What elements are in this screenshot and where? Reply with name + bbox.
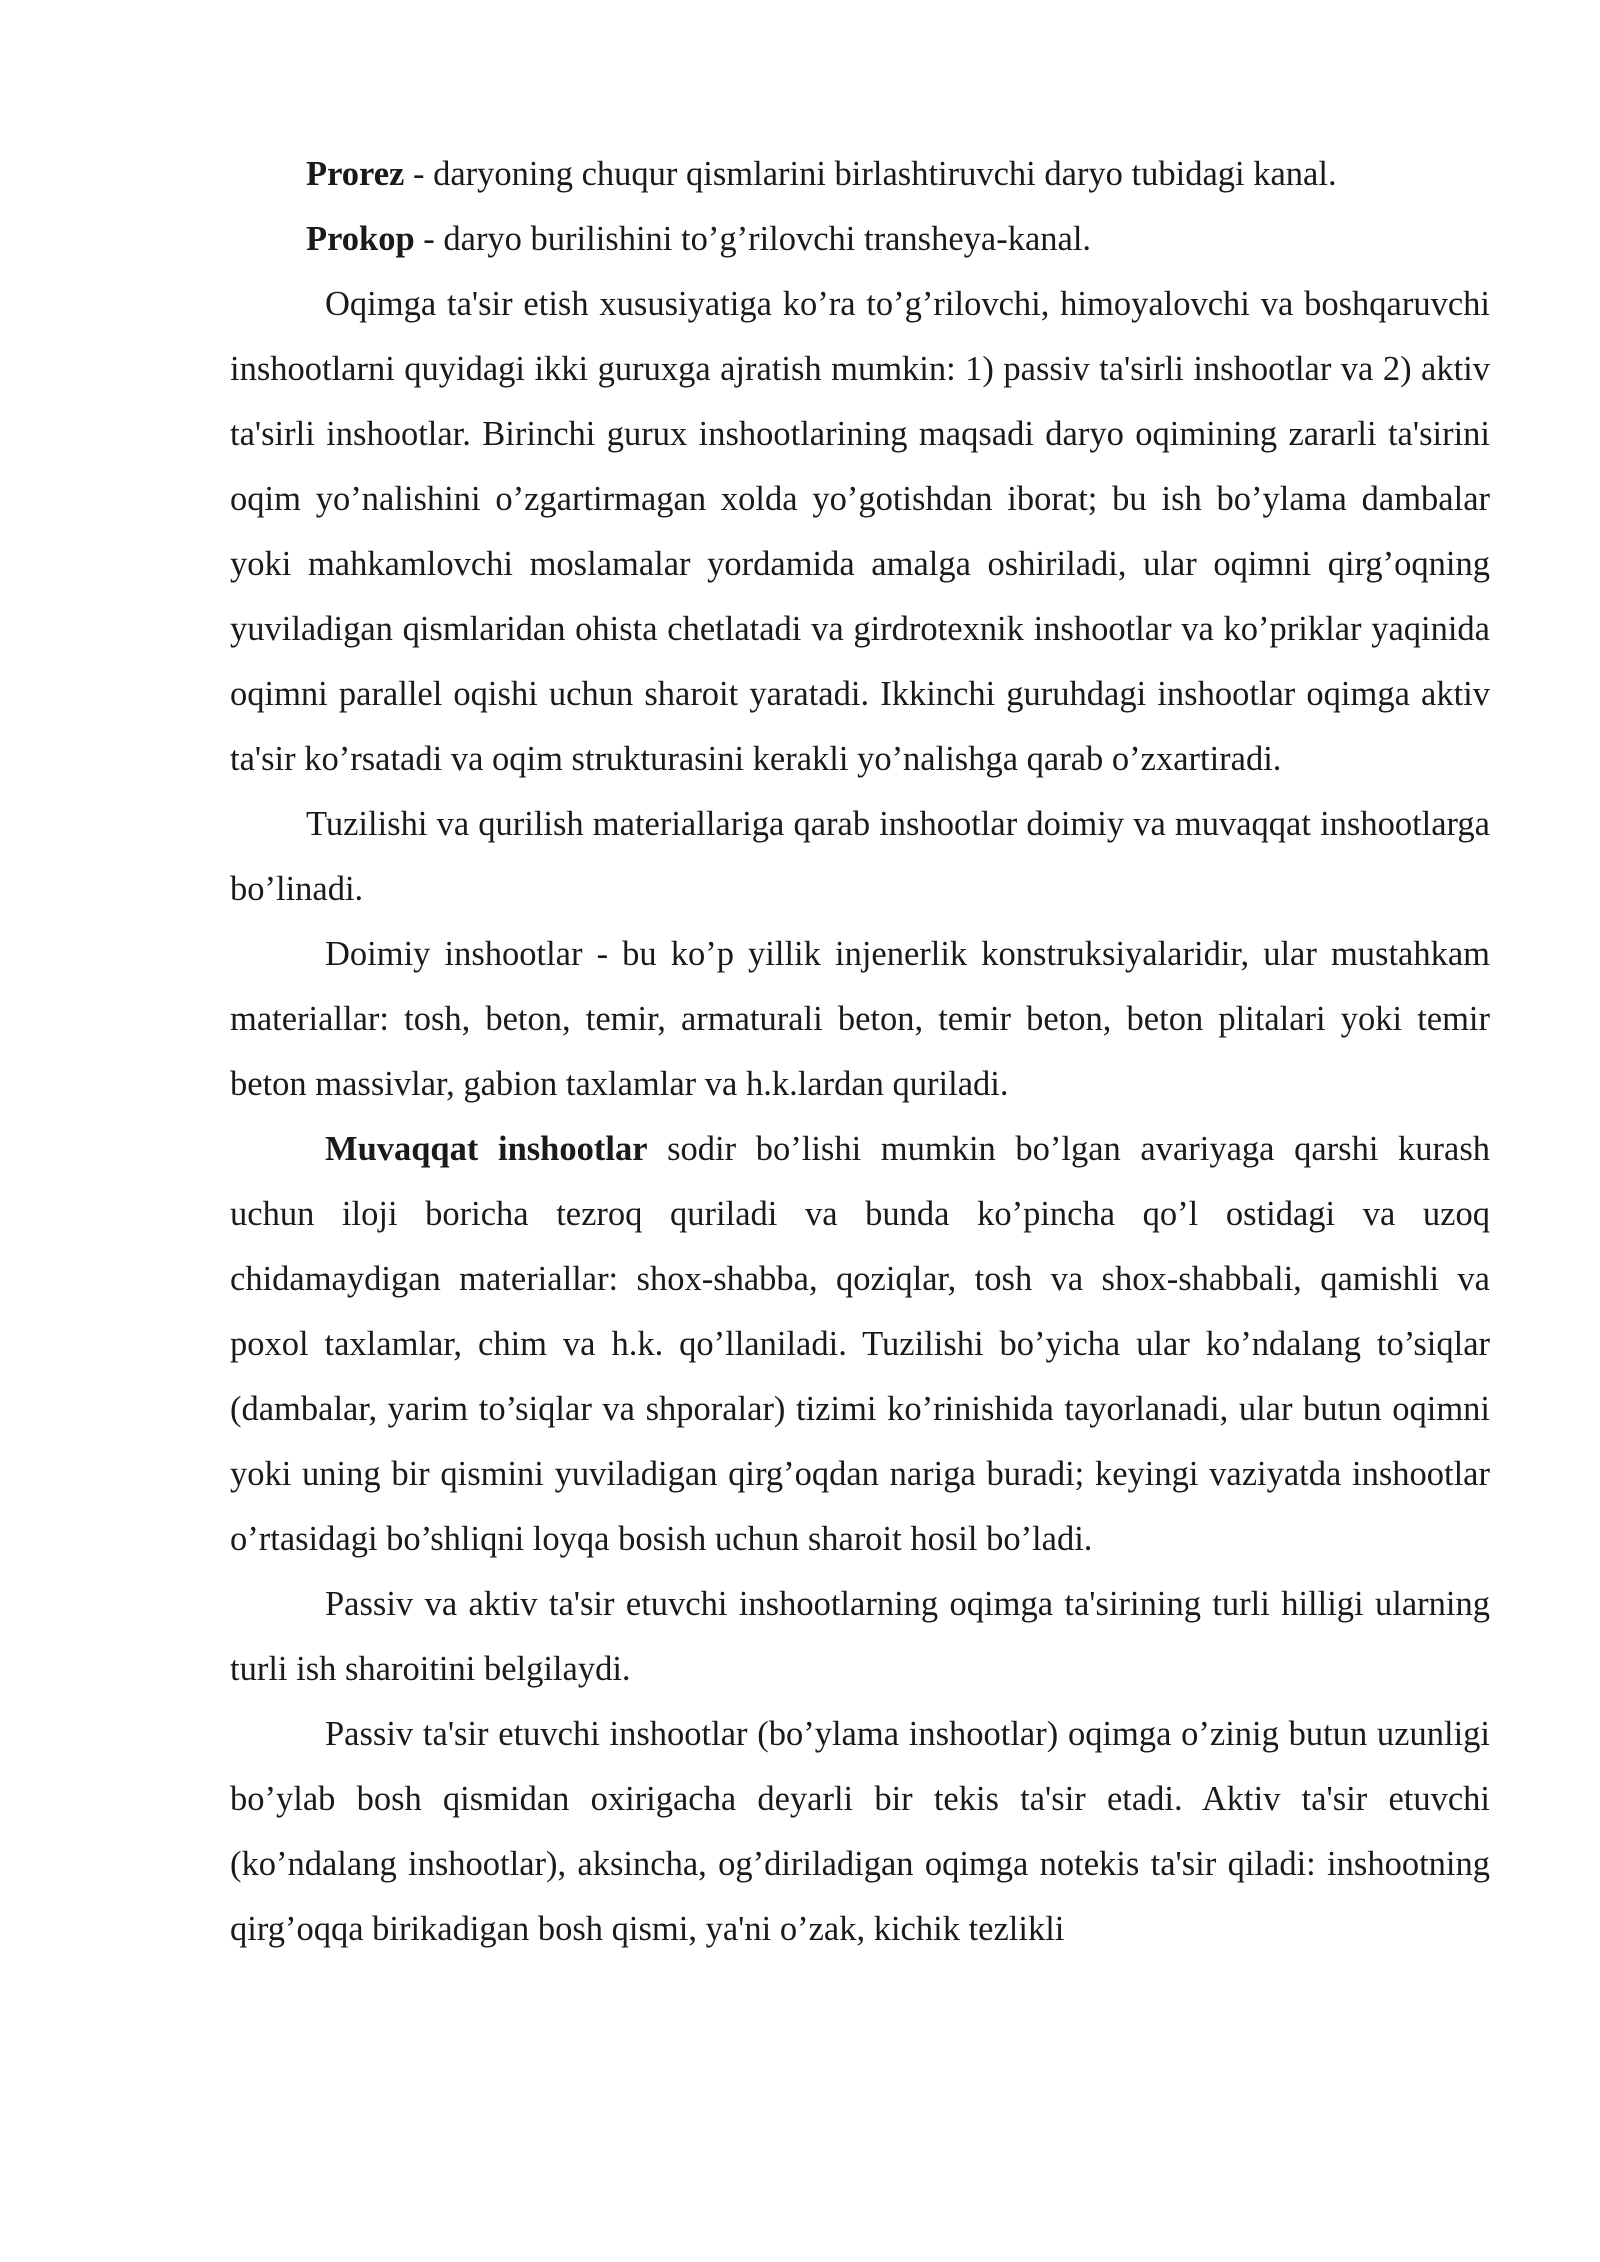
term-temporary-structures: Muvaqqat inshootlar [325,1130,648,1168]
paragraph-working-conditions [230,1572,1490,1702]
paragraph-text: Passiv va aktiv ta'sir etuvchi inshootlarning oqimga ta'sirining turli hilligi ularning turli ish sharoitini belgilaydi. [230,1585,1490,1688]
term-prorez: Prorez [306,155,405,193]
paragraph-prokop [230,207,1490,272]
paragraph-passive-active [230,1702,1490,1962]
paragraph-permanent-structures [230,922,1490,1117]
definition-prorez: - daryoning chuqur qismlarini birlashtiruvchi daryo tubidagi kanal. [404,155,1337,193]
paragraph-text: Tuzilishi va qurilish materiallariga qarab inshootlar doimiy va muvaqqat inshootlarga bo’linadi. [230,805,1490,908]
paragraph-prorez [230,142,1490,207]
paragraph-text: Doimiy inshootlar - bu ko’p yillik injenerlik konstruksiyalaridir, ular mustahkam materiallar: tosh, beton, temir, armaturali beton, temir beton, beton plitalari yoki temir beton massivlar, gabion taxlamlar va h.k.lardan quriladi. [230,935,1490,1103]
paragraph-structure-materials [230,792,1490,922]
paragraph-temporary-structures [230,1117,1490,1572]
document-body [230,142,1490,1962]
definition-prokop: - daryo burilishini to’g’rilovchi transheya-kanal. [414,220,1092,258]
paragraph-text: Passiv ta'sir etuvchi inshootlar (bo’ylama inshootlar) oqimga o’zinig butun uzunligi bo’ylab bosh qismidan oxirigacha deyarli bir tekis ta'sir etadi. Aktiv ta'sir etuvchi (ko’ndalang inshootlar), aksincha, og’diriladigan oqimga notekis ta'sir qiladi: inshootning qirg’oqqa birikadigan bosh qismi, ya'ni o’zak, kichik tezlikli [230,1715,1490,1948]
paragraph-text: sodir bo’lishi mumkin bo’lgan avariyaga qarshi kurash uchun iloji boricha tezroq quriladi va bunda ko’pincha qo’l ostidagi va uzoq chidamaydigan materiallar: shox-shabba, qoziqlar, tosh va shox-shabbali, qamishli va poxol taxlamlar, chim va h.k. qo’llaniladi. Tuzilishi bo’yicha ular ko’ndalang to’siqlar (dambalar, yarim to’siqlar va shporalar) tizimi ko’rinishida tayorlanadi, ular butun oqimni yoki uning bir qismini yuviladigan qirg’oqdan nariga buradi; keyingi vaziyatda inshootlar o’rtasidagi bo’shliqni loyqa bosish uchun sharoit hosil bo’ladi. [230,1130,1491,1558]
term-prokop: Prokop [306,220,415,258]
paragraph-classification [230,272,1490,792]
paragraph-text: Oqimga ta'sir etish xususiyatiga ko’ra to’g’rilovchi, himoyalovchi va boshqaruvchi inshootlarni quyidagi ikki guruxga ajratish mumkin: 1) passiv ta'sirli inshootlar va 2) aktiv ta'sirli inshootlar. Birinchi gurux inshootlarining maqsadi daryo oqimining zararli ta'sirini oqim yo’nalishini o’zgartirmagan xolda yo’gotishdan iborat; bu ish bo’ylama dambalar yoki mahkamlovchi moslamalar yordamida amalga oshiriladi, ular oqimni qirg’oqning yuviladigan qismlaridan ohista chetlatadi va girdrotexnik inshootlar va ko’priklar yaqinida oqimni parallel oqishi uchun sharoit yaratadi. Ikkinchi guruhdagi inshootlar oqimga aktiv ta'sir ko’rsatadi va oqim strukturasini kerakli yo’nalishga qarab o’zxartiradi. [230,285,1490,778]
